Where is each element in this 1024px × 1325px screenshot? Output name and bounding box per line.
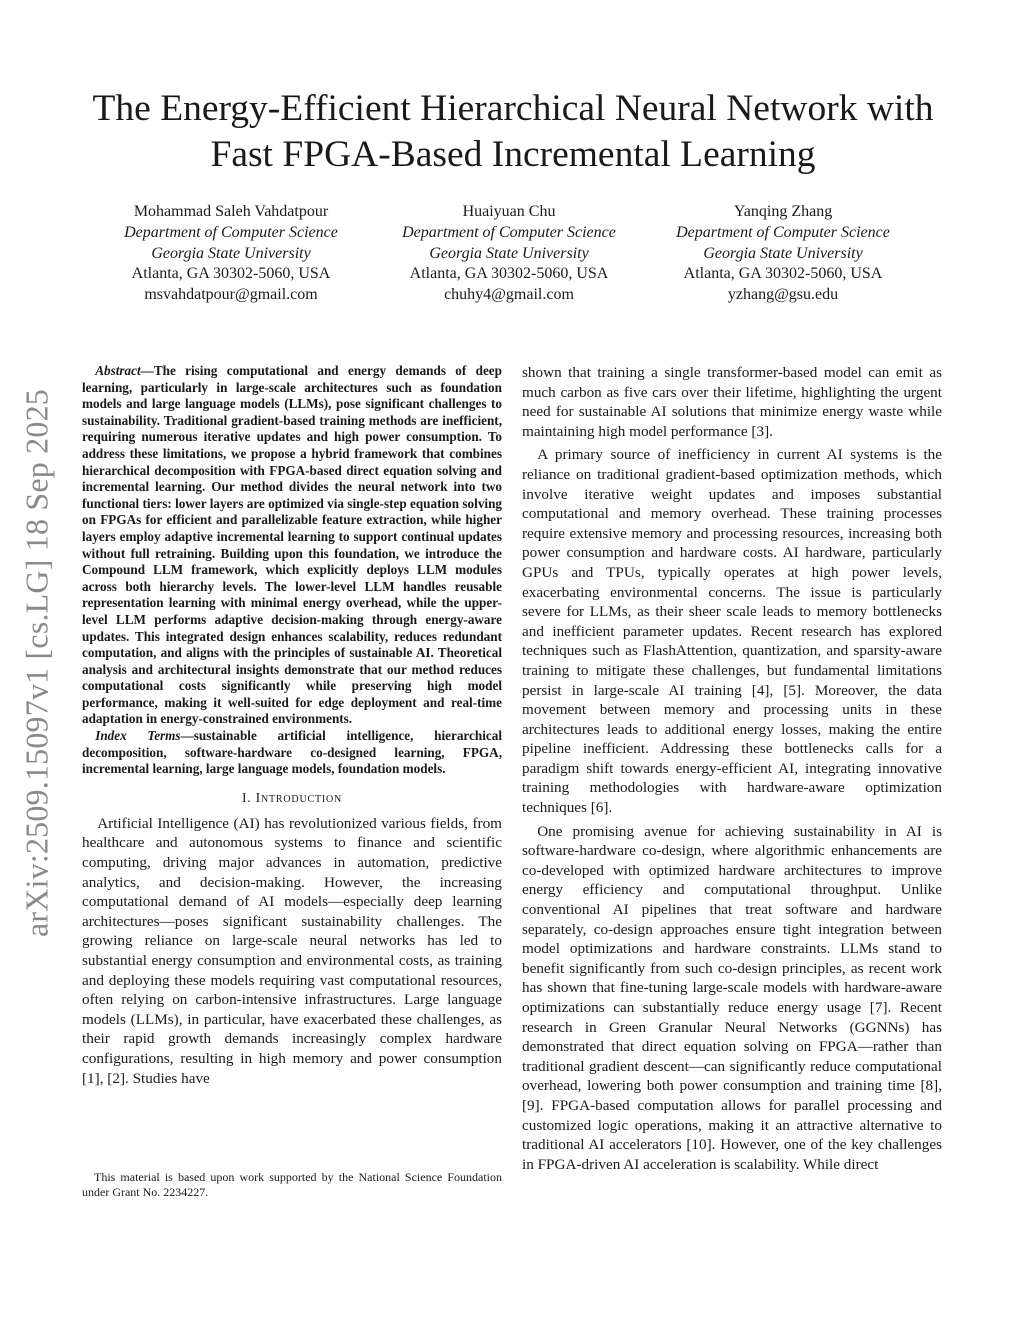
author-university: Georgia State University [429, 244, 589, 262]
footnote: This material is based upon work supported by the National Science Foundation under Grant No. 2234227. [82, 1170, 502, 1199]
author-email: chuhy4@gmail.com [444, 286, 574, 304]
body-paragraph: One promising avenue for achieving sustainability in AI is software-hardware co-design, where algorithmic enhancements are co-developed with optimized hardware architectures to improve energy efficiency and computational throughput. Unlike conventional AI pipelines that treat software and hardware separately, co-design approaches ensure tight integration between model optimizations and hardware constraints. LLMs stand to benefit significantly from such co-design principles, as recent work has shown that fine-tuning large-scale models with hardware-aware optimizations can substantially reduce energy usage [7]. Recent research in Green Granular Neural Networks (GGNNs) has demonstrated that direct equation solving on FPGA—rather than traditional gradient descent—can significantly reduce computational overhead, lowering both power consumption and training time [8], [9]. FPGA-based computation allows for parallel processing and customized logic operations, making it an attractive alternative to traditional AI accelerators [10]. However, one of the key challenges in FPGA-driven AI acceleration is scalability. While direct [522, 822, 942, 1173]
author-3 [633, 202, 933, 306]
abstract [82, 363, 502, 728]
author-department: Department of Computer Science [676, 223, 890, 241]
index-terms [82, 728, 502, 778]
author-2 [359, 202, 659, 306]
author-city: Atlanta, GA 30302-5060, USA [409, 265, 609, 283]
author-city: Atlanta, GA 30302-5060, USA [683, 265, 883, 283]
abstract-label: Abstract [95, 363, 141, 378]
author-name: Mohammad Saleh Vahdatpour [133, 203, 329, 220]
author-university: Georgia State University [703, 244, 863, 262]
author-name: Yanqing Zhang [733, 203, 833, 220]
author-email: msvahdatpour@gmail.com [144, 286, 318, 304]
index-terms-label: Index Terms [95, 728, 181, 744]
body-paragraph: A primary source of inefficiency in current AI systems is the reliance on traditional gradient-based optimization methods, which involve iterative weight updates and imposes substantial computational and memory overhead. These training processes require extensive memory and processing resources, increasing both power consumption and hardware costs. AI hardware, particularly GPUs and TPUs, typically operates at high power levels, exacerbating environmental concerns. The issue is particularly severe for LLMs, as their sheer scale leads to memory bottlenecks and inefficient parameter updates. Recent research has explored techniques such as FlashAttention, quantization, and sparsity-aware training to mitigate these challenges, but fundamental limitations persist in large-scale AI training [4], [5]. Moreover, the data movement between memory and processing units in these architectures leads to additional energy losses, making the entire pipeline inefficient. Addressing these bottlenecks calls for a paradigm shift towards energy-efficient AI, integrating innovative training methodologies with hardware-aware optimization techniques [6]. [522, 446, 942, 817]
author-name: Huaiyuan Chu [462, 203, 556, 220]
intro-paragraph: Artificial Intelligence (AI) has revolutionized various fields, from healthcare and autonomous systems to finance and scientific computing, driving major advances in automation, predictive analytics, and decision-making. However, the increasing computational demand of AI models—especially deep learning architectures—poses significant sustainability challenges. The growing reliance on large-scale neural networks has led to substantial energy consumption and environmental costs, as training and deploying these models requiring vast computational resources, often relying on carbon-intensive infrastructures. Large language models (LLMs), in particular, have exacerbated these challenges, as their rapid growth demands increasingly complex hardware configurations, resulting in high memory and power consumption [1], [2]. Studies have [82, 814, 502, 1087]
author-department: Department of Computer Science [402, 223, 616, 241]
author-1 [81, 202, 381, 306]
author-city: Atlanta, GA 30302-5060, USA [131, 265, 331, 283]
section-heading-introduction: I. Introduction [241, 789, 343, 805]
right-column [522, 363, 942, 1174]
author-department: Department of Computer Science [124, 223, 338, 241]
author-email: yzhang@gsu.edu [727, 286, 839, 304]
arxiv-identifier: arXiv:2509.15097v1 [cs.LG] 18 Sep 2025 [18, 389, 55, 937]
index-terms-text: —sustainable artificial intelligence, hierarchical decomposition, software-hardware co-designed learning, FPGA, incremental learning, large language models, foundation models. [82, 728, 502, 777]
body-paragraph: shown that training a single transformer-based model can emit as much carbon as five cars over their lifetime, highlighting the urgent need for sustainable AI solutions that minimize energy waste while maintaining high model performance [3]. [522, 364, 942, 440]
abstract-text: —The rising computational and energy demands of deep learning, particularly in large-scale architectures such as foundation models and large language models (LLMs), pose significant challenges to sustainability. Traditional gradient-based training methods are inefficient, requiring numerous iterative updates and high power consumption. To address these limitations, we propose a hybrid framework that combines hierarchical decomposition with FPGA-based direct equation solving and incremental learning. Our method divides the neural network into two functional tiers: lower layers are optimized via single-step equation solving on FPGAs for efficient and parallelizable feature extraction, while higher layers employ adaptive incremental learning to support continual updates without full retraining. Building upon this foundation, we introduce the Compound LLM framework, which explicitly deploys LLM modules across both hierarchy levels. The lower-level LLM handles reusable representation learning with minimal energy overhead, while the upper-level LLM performs adaptive decision-making through energy-aware updates. This integrated design enhances scalability, reduces redundant computation, and aligns with the principles of sustainable AI. Theoretical analysis and architectural insights demonstrate that our method reduces computational costs significantly while preserving high model performance, making it well-suited for edge deployment and real-time adaptation in energy-constrained environments. [82, 363, 502, 727]
author-university: Georgia State University [151, 244, 311, 262]
paper-title: The Energy-Efficient Hierarchical Neural Network with Fast FPGA-Based Incremental Learning [92, 88, 934, 175]
left-column [82, 363, 502, 1088]
